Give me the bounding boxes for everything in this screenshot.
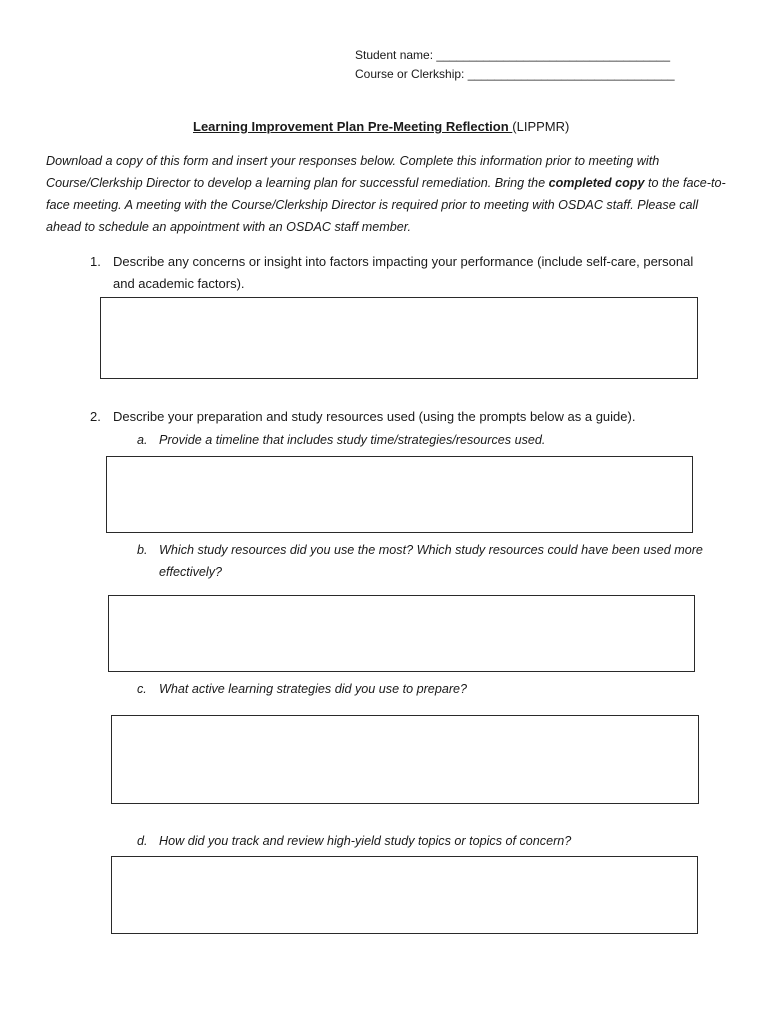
q2a-letter: a. [137,433,148,447]
form-title-abbr: (LIPPMR) [512,119,570,134]
instructions-text-2: to the face-to-face meeting. A meeting with the Course/Clerkship Director is required prior to meeting with OSDAC staff. Please call ahead to schedule an appointment with an OSDAC staff member. [46,176,726,234]
form-title-main: Learning Improvement Plan Pre-Meeting Reflection [193,119,513,134]
q2c-text: What active learning strategies did you use to prepare? [159,682,468,696]
course-label: Course or Clerkship: [355,67,465,81]
student-name-field[interactable]: ___________________________________ [436,48,670,62]
q2b-text: Which study resources did you use the most? Which study resources could have been used more effectively? [159,543,703,579]
student-name-label: Student name: [355,48,434,62]
form-title [193,118,569,136]
instructions-text-1: Download a copy of this form and insert your responses below. Complete this information prior to meeting with Course/Clerkship Director to develop a learning plan for successful remediation. Bring the [46,154,660,190]
instructions-paragraph [46,150,736,238]
q2b-letter: b. [137,543,148,557]
q1-number: 1. [90,254,101,269]
q2d-letter: d. [137,834,148,848]
q2-text: Describe your preparation and study resources used (using the prompts below as a guide). [113,409,636,424]
q2c-response-box[interactable] [111,715,699,804]
q2a-response-box[interactable] [106,456,693,533]
course-line [355,66,675,82]
q2a-text: Provide a timeline that includes study time/strategies/resources used. [159,433,546,447]
q1-response-box[interactable] [100,297,698,379]
q2d-text: How did you track and review high-yield study topics or topics of concern? [159,834,572,848]
course-field[interactable]: _______________________________ [467,67,675,81]
q2d-response-box[interactable] [111,856,698,934]
student-name-line [355,47,670,63]
q2b-response-box[interactable] [108,595,695,672]
q2-number: 2. [90,409,101,424]
q2c-letter: c. [137,682,147,696]
instructions-emphasis: completed copy [548,176,645,190]
q1-text: Describe any concerns or insight into factors impacting your performance (include self-care, personal and academic factors). [113,254,694,291]
